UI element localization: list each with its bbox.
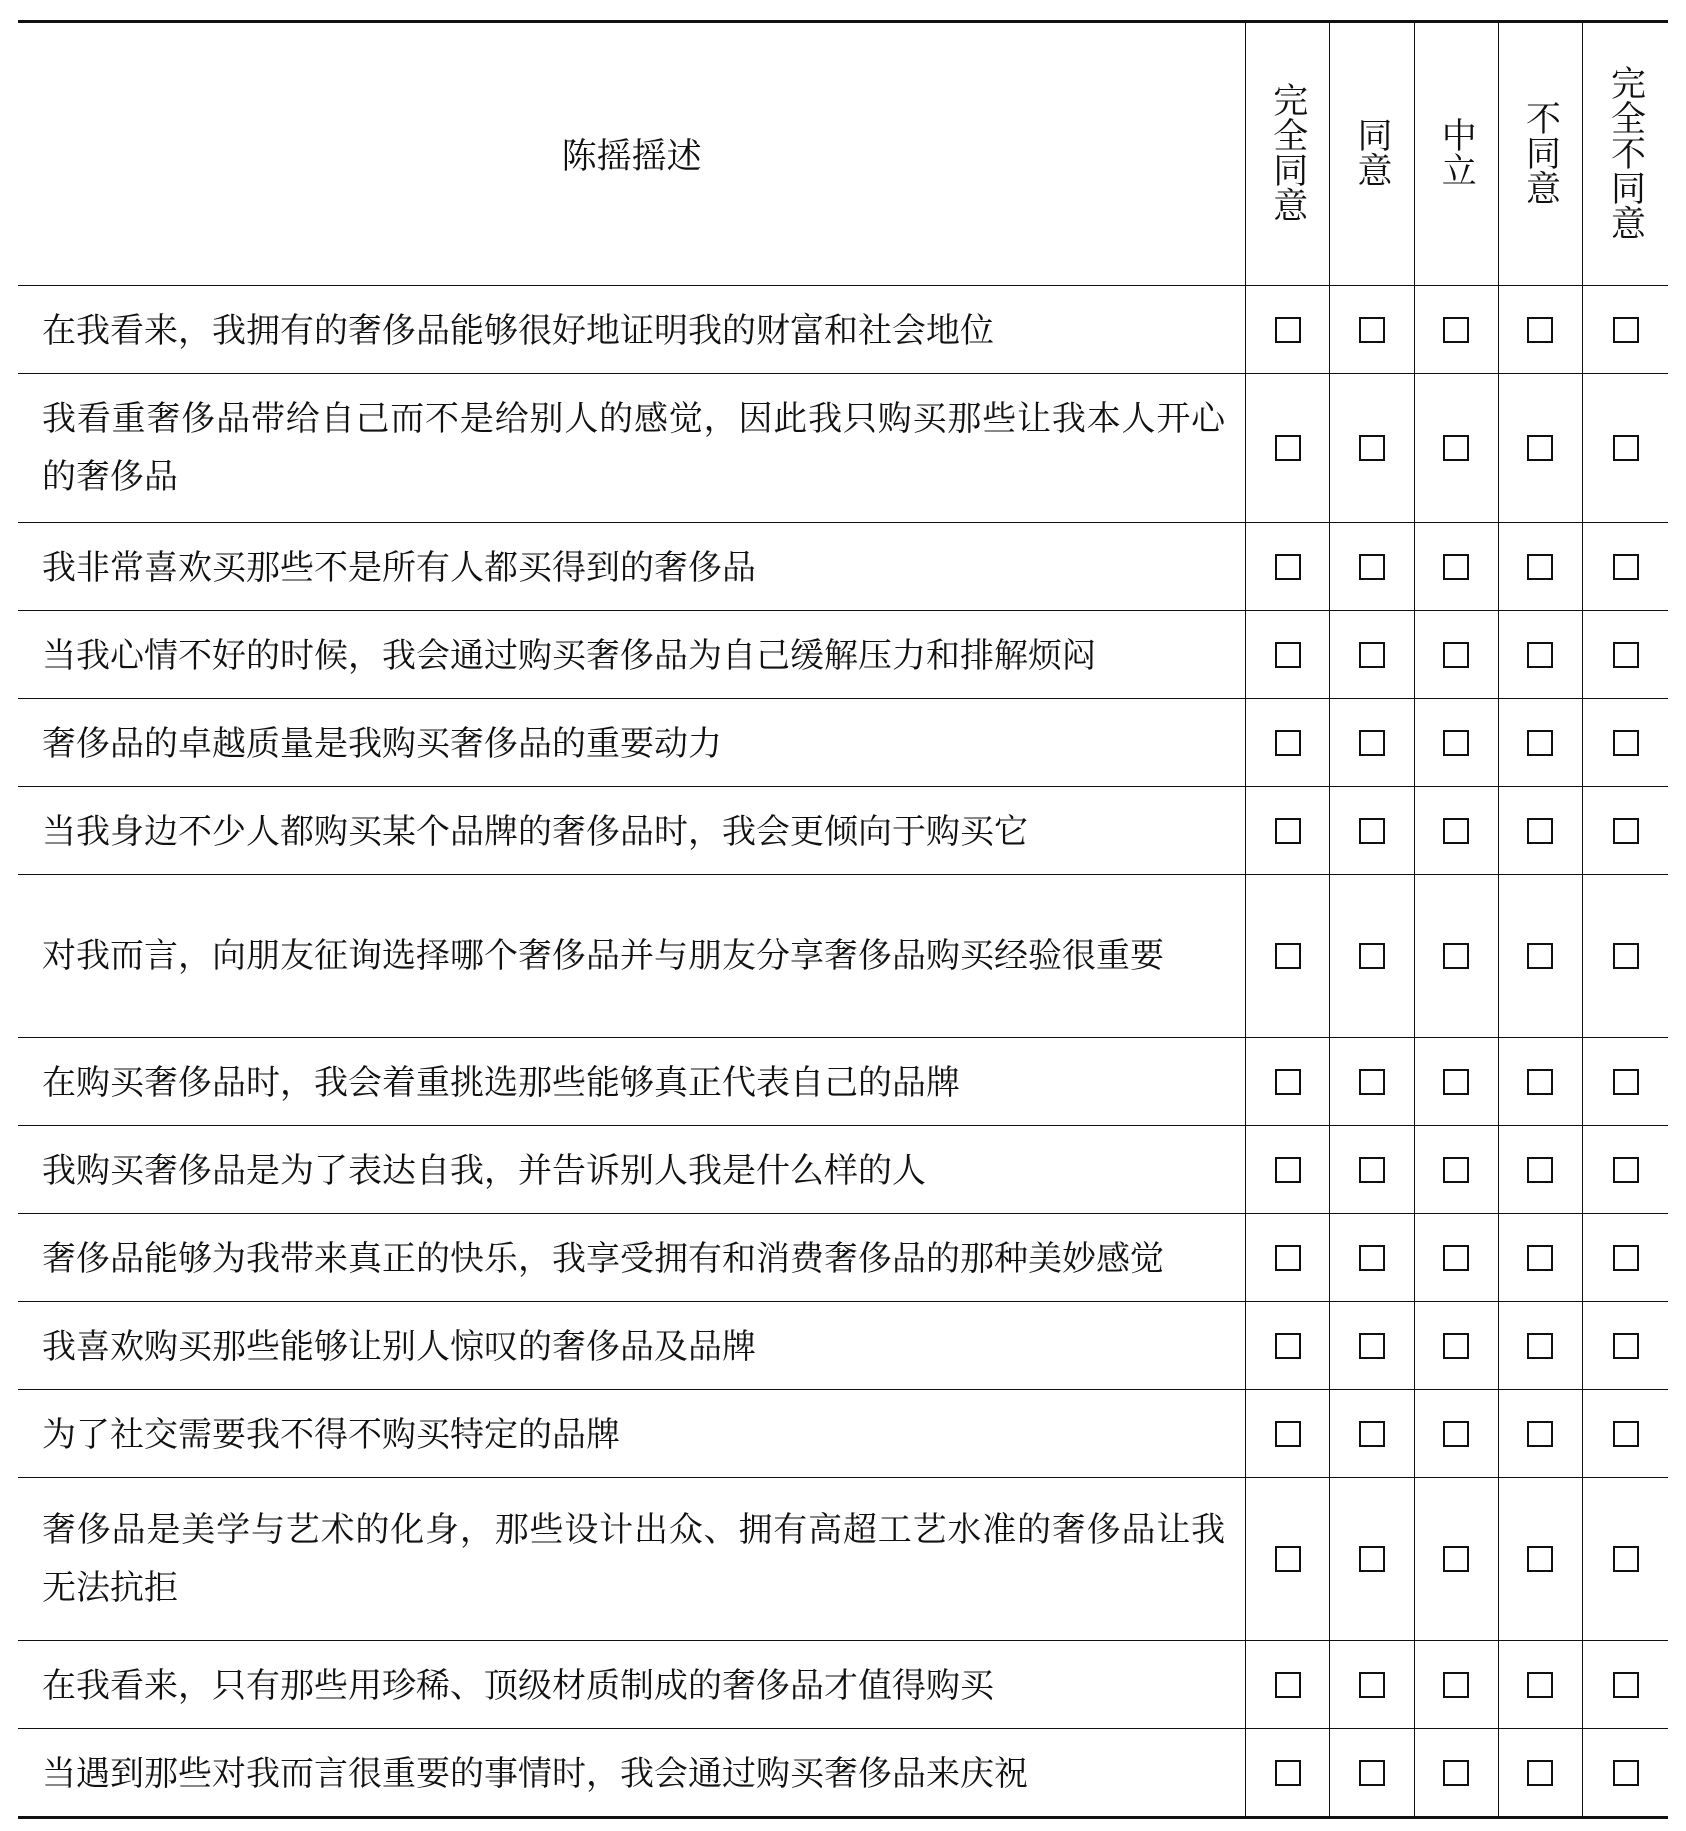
option-cell-strongly-agree [1246,1038,1330,1126]
statement-text: 对我而言，向朋友征询选择哪个奢侈品并与朋友分享奢侈品购买经验很重要 [18,875,1246,1038]
option-cell-strongly-disagree [1583,1390,1668,1478]
checkbox-strongly-agree[interactable] [1275,1760,1301,1786]
option-cell-agree [1330,1478,1414,1641]
checkbox-agree[interactable] [1359,1333,1385,1359]
option-cell-agree [1330,611,1414,699]
statement-text: 我喜欢购买那些能够让别人惊叹的奢侈品及品牌 [18,1302,1246,1390]
option-cell-strongly-disagree [1583,523,1668,611]
option-header-strongly-agree [1246,22,1330,286]
option-cell-neutral [1414,611,1498,699]
survey-row [18,787,1668,875]
survey-row [18,1038,1668,1126]
option-cell-strongly-agree [1246,1390,1330,1478]
checkbox-strongly-disagree[interactable] [1613,1672,1639,1698]
option-cell-disagree [1498,1729,1582,1818]
checkbox-strongly-disagree[interactable] [1613,1069,1639,1095]
option-cell-disagree [1498,286,1582,374]
checkbox-disagree[interactable] [1527,1157,1553,1183]
option-cell-disagree [1498,787,1582,875]
survey-row [18,1478,1668,1641]
checkbox-agree[interactable] [1359,1760,1385,1786]
checkbox-strongly-agree[interactable] [1275,1069,1301,1095]
option-cell-strongly-disagree [1583,875,1668,1038]
option-cell-agree [1330,1126,1414,1214]
checkbox-agree[interactable] [1359,435,1385,461]
option-cell-disagree [1498,1390,1582,1478]
statement-text: 奢侈品是美学与艺术的化身，那些设计出众、拥有高超工艺水准的奢侈品让我无法抗拒 [18,1478,1246,1641]
checkbox-disagree[interactable] [1527,1672,1553,1698]
option-cell-agree [1330,1729,1414,1818]
survey-row [18,699,1668,787]
statement-text: 当我身边不少人都购买某个品牌的奢侈品时，我会更倾向于购买它 [18,787,1246,875]
survey-row [18,1729,1668,1818]
option-cell-disagree [1498,1038,1582,1126]
checkbox-strongly-agree[interactable] [1275,1672,1301,1698]
checkbox-strongly-agree[interactable] [1275,317,1301,343]
option-cell-agree [1330,286,1414,374]
survey-row [18,1126,1668,1214]
checkbox-disagree[interactable] [1527,554,1553,580]
option-label: 同意 [1352,117,1393,187]
checkbox-strongly-agree[interactable] [1275,1245,1301,1271]
checkbox-agree[interactable] [1359,554,1385,580]
checkbox-agree[interactable] [1359,1069,1385,1095]
checkbox-disagree[interactable] [1527,642,1553,668]
option-cell-neutral [1414,1038,1498,1126]
option-cell-disagree [1498,611,1582,699]
checkbox-disagree[interactable] [1527,435,1553,461]
option-cell-disagree [1498,699,1582,787]
option-cell-strongly-agree [1246,286,1330,374]
checkbox-strongly-agree[interactable] [1275,730,1301,756]
option-cell-agree [1330,1214,1414,1302]
checkbox-neutral[interactable] [1443,1672,1469,1698]
checkbox-neutral[interactable] [1443,1760,1469,1786]
survey-row [18,286,1668,374]
option-cell-strongly-agree [1246,699,1330,787]
checkbox-strongly-disagree[interactable] [1613,1421,1639,1447]
statement-text: 奢侈品的卓越质量是我购买奢侈品的重要动力 [18,699,1246,787]
survey-row [18,1390,1668,1478]
checkbox-neutral[interactable] [1443,1333,1469,1359]
option-cell-agree [1330,699,1414,787]
survey-body [18,286,1668,1818]
option-cell-strongly-disagree [1583,787,1668,875]
statement-text: 我购买奢侈品是为了表达自我，并告诉别人我是什么样的人 [18,1126,1246,1214]
option-cell-neutral [1414,1126,1498,1214]
option-cell-strongly-agree [1246,875,1330,1038]
checkbox-strongly-agree[interactable] [1275,642,1301,668]
survey-row [18,1302,1668,1390]
survey-row [18,875,1668,1038]
option-label: 完全不同意 [1605,64,1646,240]
checkbox-strongly-disagree[interactable] [1613,435,1639,461]
checkbox-agree[interactable] [1359,1245,1385,1271]
checkbox-strongly-disagree[interactable] [1613,818,1639,844]
option-cell-neutral [1414,787,1498,875]
checkbox-agree[interactable] [1359,730,1385,756]
option-cell-neutral [1414,699,1498,787]
checkbox-strongly-agree[interactable] [1275,435,1301,461]
checkbox-strongly-agree[interactable] [1275,943,1301,969]
checkbox-neutral[interactable] [1443,1245,1469,1271]
statement-text: 当遇到那些对我而言很重要的事情时，我会通过购买奢侈品来庆祝 [18,1729,1246,1818]
option-cell-neutral [1414,1390,1498,1478]
checkbox-strongly-agree[interactable] [1275,554,1301,580]
statement-column-header: 陈摇摇述 [18,22,1246,286]
checkbox-disagree[interactable] [1527,1333,1553,1359]
option-cell-agree [1330,787,1414,875]
checkbox-strongly-disagree[interactable] [1613,943,1639,969]
checkbox-strongly-agree[interactable] [1275,1546,1301,1572]
checkbox-agree[interactable] [1359,642,1385,668]
checkbox-strongly-disagree[interactable] [1613,317,1639,343]
option-cell-disagree [1498,1478,1582,1641]
header-row [18,22,1668,286]
checkbox-agree[interactable] [1359,1672,1385,1698]
checkbox-neutral[interactable] [1443,1157,1469,1183]
option-cell-disagree [1498,1641,1582,1729]
checkbox-strongly-disagree[interactable] [1613,1760,1639,1786]
checkbox-disagree[interactable] [1527,1421,1553,1447]
statement-text: 当我心情不好的时候，我会通过购买奢侈品为自己缓解压力和排解烦闷 [18,611,1246,699]
checkbox-neutral[interactable] [1443,554,1469,580]
checkbox-agree[interactable] [1359,317,1385,343]
option-cell-strongly-disagree [1583,1038,1668,1126]
option-cell-strongly-agree [1246,1478,1330,1641]
option-cell-strongly-agree [1246,523,1330,611]
checkbox-disagree[interactable] [1527,1245,1553,1271]
checkbox-strongly-agree[interactable] [1275,1421,1301,1447]
checkbox-disagree[interactable] [1527,1069,1553,1095]
checkbox-disagree[interactable] [1527,1760,1553,1786]
option-cell-strongly-agree [1246,374,1330,523]
option-cell-disagree [1498,1302,1582,1390]
statement-text: 在购买奢侈品时，我会着重挑选那些能够真正代表自己的品牌 [18,1038,1246,1126]
option-cell-neutral [1414,523,1498,611]
option-cell-agree [1330,374,1414,523]
checkbox-disagree[interactable] [1527,730,1553,756]
option-cell-strongly-disagree [1583,1302,1668,1390]
option-header-disagree [1498,22,1582,286]
option-cell-strongly-agree [1246,787,1330,875]
checkbox-strongly-agree[interactable] [1275,1333,1301,1359]
checkbox-neutral[interactable] [1443,1069,1469,1095]
statement-text: 奢侈品能够为我带来真正的快乐，我享受拥有和消费奢侈品的那种美妙感觉 [18,1214,1246,1302]
option-cell-strongly-disagree [1583,286,1668,374]
option-cell-strongly-disagree [1583,1126,1668,1214]
statement-text: 为了社交需要我不得不购买特定的品牌 [18,1390,1246,1478]
checkbox-neutral[interactable] [1443,642,1469,668]
option-cell-agree [1330,1302,1414,1390]
checkbox-agree[interactable] [1359,1546,1385,1572]
option-cell-disagree [1498,1214,1582,1302]
option-cell-strongly-disagree [1583,1478,1668,1641]
option-cell-strongly-disagree [1583,1214,1668,1302]
option-cell-disagree [1498,1126,1582,1214]
statement-text: 在我看来，只有那些用珍稀、顶级材质制成的奢侈品才值得购买 [18,1641,1246,1729]
statement-text: 我非常喜欢买那些不是所有人都买得到的奢侈品 [18,523,1246,611]
option-cell-strongly-disagree [1583,374,1668,523]
option-cell-strongly-disagree [1583,1641,1668,1729]
checkbox-neutral[interactable] [1443,1546,1469,1572]
option-cell-neutral [1414,875,1498,1038]
checkbox-strongly-disagree[interactable] [1613,1546,1639,1572]
checkbox-strongly-disagree[interactable] [1613,1157,1639,1183]
option-cell-strongly-agree [1246,1126,1330,1214]
survey-table [18,20,1668,1819]
checkbox-agree[interactable] [1359,818,1385,844]
option-cell-strongly-disagree [1583,1729,1668,1818]
option-header-neutral [1414,22,1498,286]
option-label: 中立 [1436,117,1477,187]
checkbox-disagree[interactable] [1527,943,1553,969]
option-cell-neutral [1414,1641,1498,1729]
option-cell-neutral [1414,1729,1498,1818]
checkbox-strongly-disagree[interactable] [1613,554,1639,580]
option-cell-neutral [1414,286,1498,374]
checkbox-neutral[interactable] [1443,1421,1469,1447]
option-cell-strongly-agree [1246,1214,1330,1302]
checkbox-neutral[interactable] [1443,435,1469,461]
survey-row [18,523,1668,611]
checkbox-neutral[interactable] [1443,943,1469,969]
option-cell-strongly-agree [1246,1641,1330,1729]
survey-row [18,611,1668,699]
option-cell-disagree [1498,523,1582,611]
survey-row [18,374,1668,523]
survey-row [18,1641,1668,1729]
option-cell-neutral [1414,374,1498,523]
option-cell-neutral [1414,1302,1498,1390]
option-cell-strongly-disagree [1583,611,1668,699]
statement-text: 在我看来，我拥有的奢侈品能够很好地证明我的财富和社会地位 [18,286,1246,374]
checkbox-strongly-disagree[interactable] [1613,730,1639,756]
option-cell-strongly-agree [1246,1302,1330,1390]
option-cell-strongly-agree [1246,611,1330,699]
option-cell-strongly-disagree [1583,699,1668,787]
option-cell-disagree [1498,875,1582,1038]
option-cell-agree [1330,1641,1414,1729]
checkbox-neutral[interactable] [1443,317,1469,343]
checkbox-strongly-agree[interactable] [1275,818,1301,844]
checkbox-agree[interactable] [1359,1157,1385,1183]
option-cell-strongly-agree [1246,1729,1330,1818]
option-label: 完全同意 [1267,82,1308,222]
checkbox-strongly-disagree[interactable] [1613,1333,1639,1359]
checkbox-neutral[interactable] [1443,818,1469,844]
option-header-strongly-disagree [1583,22,1668,286]
option-cell-agree [1330,875,1414,1038]
statement-text: 我看重奢侈品带给自己而不是给别人的感觉，因此我只购买那些让我本人开心的奢侈品 [18,374,1246,523]
checkbox-strongly-disagree[interactable] [1613,642,1639,668]
option-cell-disagree [1498,374,1582,523]
option-label: 不同意 [1520,99,1561,205]
option-cell-agree [1330,1390,1414,1478]
survey-row [18,1214,1668,1302]
checkbox-disagree[interactable] [1527,818,1553,844]
option-cell-neutral [1414,1478,1498,1641]
checkbox-disagree[interactable] [1527,1546,1553,1572]
checkbox-strongly-disagree[interactable] [1613,1245,1639,1271]
checkbox-neutral[interactable] [1443,730,1469,756]
option-cell-agree [1330,1038,1414,1126]
checkbox-agree[interactable] [1359,943,1385,969]
option-header-agree [1330,22,1414,286]
option-cell-agree [1330,523,1414,611]
checkbox-strongly-agree[interactable] [1275,1157,1301,1183]
option-cell-neutral [1414,1214,1498,1302]
checkbox-agree[interactable] [1359,1421,1385,1447]
checkbox-disagree[interactable] [1527,317,1553,343]
